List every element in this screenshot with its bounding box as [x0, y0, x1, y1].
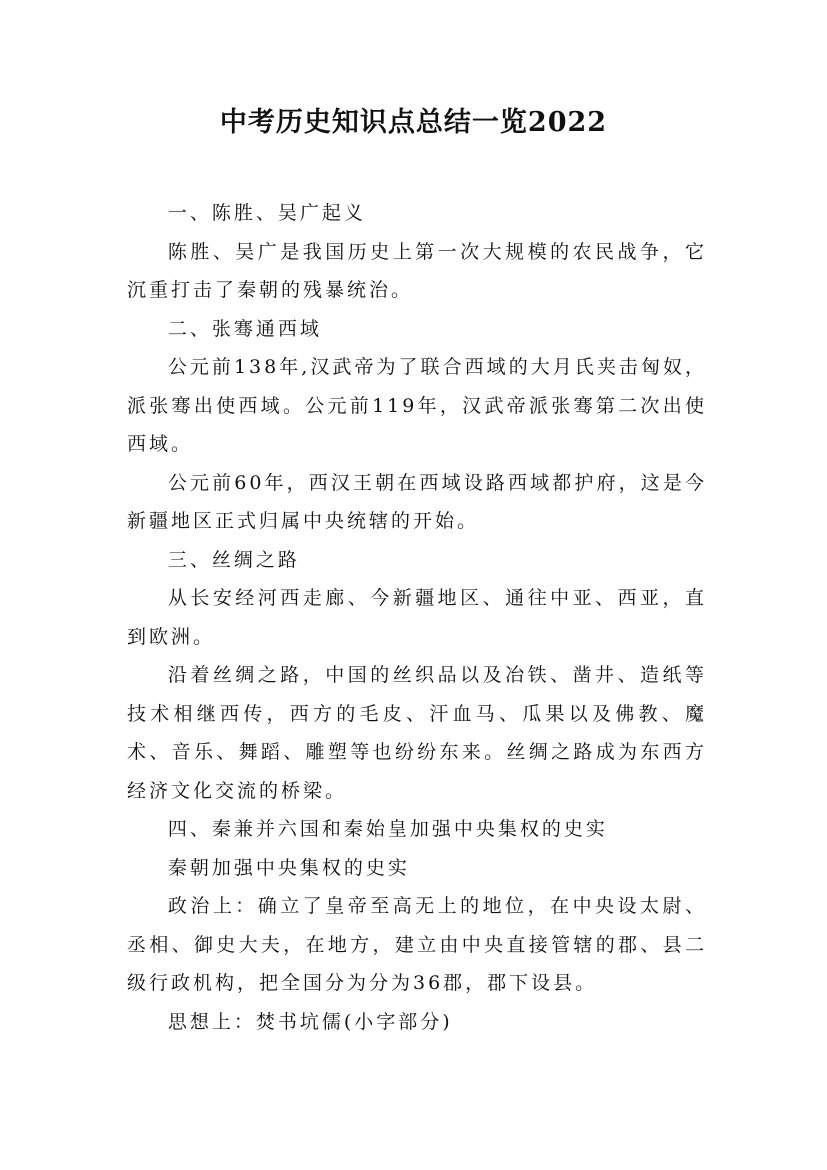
document-body: [127, 194, 707, 1041]
document-title: 中考历史知识点总结一览2022: [219, 107, 608, 138]
section-heading-3: 三、丝绸之路: [167, 548, 300, 571]
paragraph: 政治上：确立了皇帝至高无上的地位，在中央设太尉、丞相、御史大夫，在地方，建立由中央直接管辖的郡、县二级行政机构，把全国分为分为36郡，郡下设县。: [127, 895, 707, 994]
paragraph: 思想上：焚书坑儒(小字部分): [167, 1010, 453, 1033]
paragraph: 沿着丝绸之路，中国的丝织品以及冶铁、凿井、造纸等技术相继西传，西方的毛皮、汗血马、瓜果以及佛教、魔术、音乐、舞蹈、雕塑等也纷纷东来。丝绸之路成为东西方经济文化交流的桥梁。: [127, 664, 707, 802]
paragraph: 公元前60年，西汉王朝在西域设路西域都护府，这是今新疆地区正式归属中央统辖的开始。: [127, 471, 707, 532]
section-heading-2: 二、张骞通西域: [167, 317, 322, 340]
subheading: 秦朝加强中央集权的史实: [167, 856, 410, 879]
paragraph: 陈胜、吴广是我国历史上第一次大规模的农民战争，它沉重打击了秦朝的残暴统治。: [127, 240, 707, 301]
paragraph: 从长安经河西走廊、今新疆地区、通往中亚、西亚，直到欧洲。: [127, 587, 707, 648]
section-heading-1: 一、陈胜、吴广起义: [167, 202, 366, 224]
paragraph: 公元前138年,汉武帝为了联合西域的大月氏夹击匈奴，派张骞出使西域。公元前119年，汉武帝派张骞第二次出使西域。: [127, 356, 707, 455]
section-heading-4: 四、秦兼并六国和秦始皇加强中央集权的史实: [167, 818, 608, 840]
